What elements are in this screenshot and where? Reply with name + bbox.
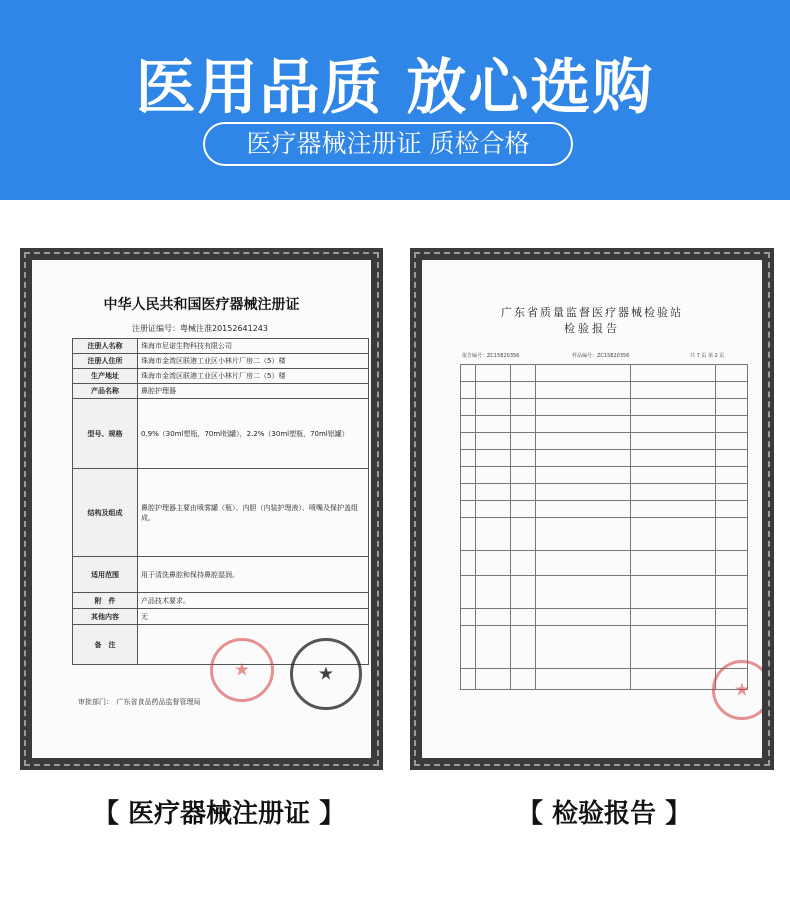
table-row [73, 469, 369, 557]
black-seal [290, 638, 362, 710]
caption-inspection-report: 【 检验报告 】 [517, 799, 692, 829]
row-value: 珠海市尼诺生物科技有限公司 [138, 339, 369, 354]
sample-no: 样品编号：ZC15820356 [572, 353, 630, 359]
red-seal-report [712, 660, 762, 720]
certificate-table [72, 338, 369, 665]
table-row [461, 576, 748, 609]
row-label: 产品名称 [73, 384, 138, 399]
row-label: 注册人住所 [73, 354, 138, 369]
row-label: 型号、规格 [73, 399, 138, 469]
table-row [73, 354, 369, 369]
table-row [461, 450, 748, 467]
certificate-reg-no: 注册证编号：粤械注准20152641243 [132, 324, 268, 333]
table-row [73, 384, 369, 399]
table-row [461, 467, 748, 484]
banner-subtitle: 医疗器械注册证 质检合格 [203, 122, 573, 166]
row-label: 附 件 [73, 593, 138, 609]
table-row [461, 416, 748, 433]
table-row [73, 339, 369, 354]
row-label: 备 注 [73, 625, 138, 665]
row-value: 鼻腔护理器主要由喷雾罐（瓶）、内胆（内装护理液）、喷嘴及保护盖组成。 [138, 469, 369, 557]
table-row [461, 433, 748, 450]
row-label: 其他内容 [73, 609, 138, 625]
red-seal [210, 638, 274, 702]
certificate-title: 中华人民共和国医疗器械注册证 [103, 297, 300, 313]
row-value: 无 [138, 609, 369, 625]
row-value: 用于清洗鼻腔和保持鼻腔湿润。 [138, 557, 369, 593]
row-label: 注册人名称 [73, 339, 138, 354]
report-title: 广东省质量监督医疗器械检验站 [501, 306, 683, 319]
table-row [461, 609, 748, 626]
report-table [460, 364, 748, 690]
table-row [461, 399, 748, 416]
row-value: 0.9%（30ml塑瓶，70ml铝罐），2.2%（30ml塑瓶，70ml铝罐） [138, 399, 369, 469]
report-no: 报告编号：ZC15820356 [462, 353, 520, 359]
row-value: 鼻腔护理器 [138, 384, 369, 399]
inspection-report-paper [422, 260, 762, 758]
table-row [461, 484, 748, 501]
registration-certificate-paper [32, 260, 371, 758]
table-row [461, 501, 748, 518]
page-count: 共 7 页 第 2 页 [690, 353, 725, 359]
certificate-footer: 审批部门： 广东省食品药品监督管理局 [78, 698, 201, 706]
table-row [461, 669, 748, 690]
row-value: 产品技术要求。 [138, 593, 369, 609]
report-subtitle: 检验报告 [564, 322, 620, 335]
table-row [73, 609, 369, 625]
table-row [461, 551, 748, 576]
table-row [461, 626, 748, 669]
inspection-report-image [410, 248, 774, 770]
table-row [461, 518, 748, 551]
table-row [461, 382, 748, 399]
table-row [461, 365, 748, 382]
registration-certificate-image [20, 248, 383, 770]
banner-title: 医用品质 放心选购 [135, 53, 655, 123]
table-row [73, 399, 369, 469]
table-row [73, 593, 369, 609]
header-banner [0, 0, 790, 200]
row-label: 适用范围 [73, 557, 138, 593]
row-value: 珠海市金湾区联港工业区小林片厂房二（5）楼 [138, 354, 369, 369]
caption-registration-certificate: 【 医疗器械注册证 】 [93, 799, 346, 829]
row-label: 生产地址 [73, 369, 138, 384]
table-row [73, 369, 369, 384]
table-row [73, 557, 369, 593]
row-value: 珠海市金湾区联港工业区小林片厂房二（5）楼 [138, 369, 369, 384]
row-label: 结构及组成 [73, 469, 138, 557]
